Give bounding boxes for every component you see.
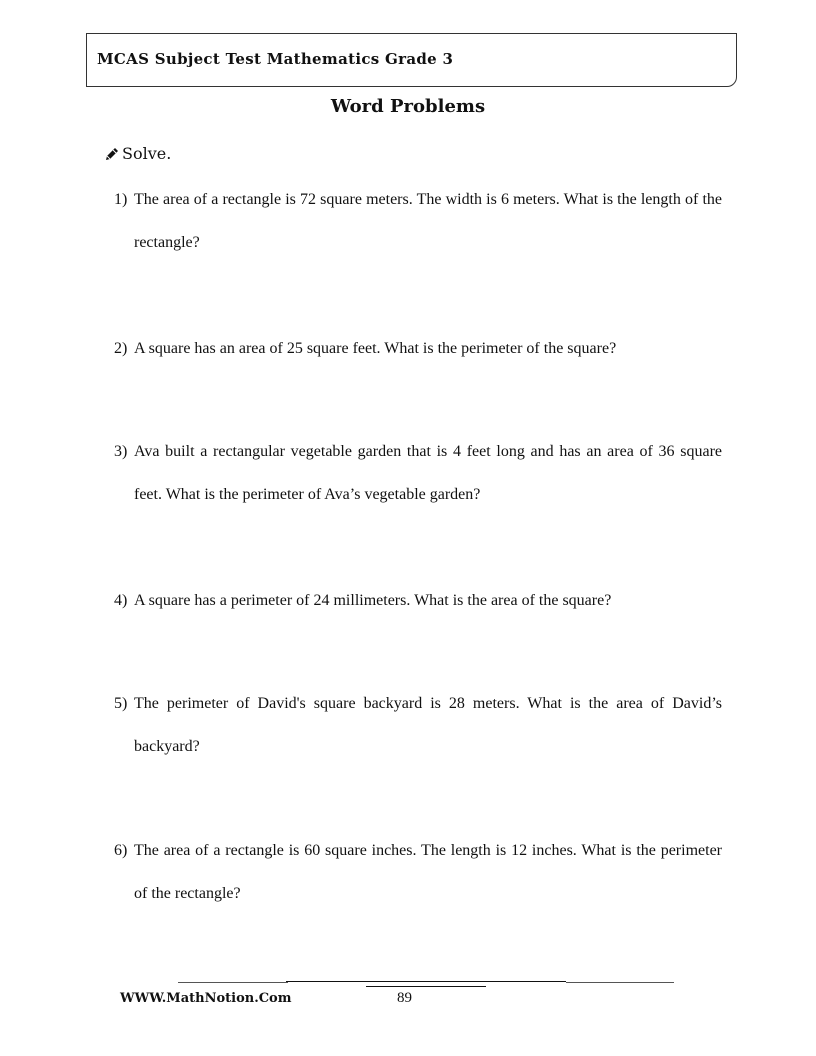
header-box — [86, 33, 737, 87]
header-title: MCAS Subject Test Mathematics Grade 3 — [97, 50, 454, 68]
footer-divider-center — [286, 981, 566, 982]
page-number: 89 — [397, 990, 412, 1006]
problem-3 — [114, 430, 722, 516]
instruction-text: Solve. — [122, 144, 172, 163]
problem-text: The area of a rectangle is 72 square meters. The width is 6 meters. What is the length of the rectangle? — [134, 191, 722, 251]
problem-number: 4) — [114, 592, 128, 609]
problem-text: A square has an area of 25 square feet. What is the perimeter of the square? — [134, 340, 617, 357]
problem-5 — [114, 682, 722, 768]
footer-divider-short — [366, 986, 486, 987]
page-title: Word Problems — [330, 96, 486, 117]
problem-6 — [114, 829, 722, 915]
problem-number: 2) — [114, 340, 128, 357]
problem-number: 5) — [114, 695, 128, 712]
problem-2 — [114, 327, 722, 370]
problem-text: The area of a rectangle is 60 square inches. The length is 12 inches. What is the perimeter of the rectangle? — [134, 842, 722, 902]
problem-4 — [114, 579, 722, 622]
problem-text: Ava built a rectangular vegetable garden that is 4 feet long and has an area of 36 square feet. What is the perimeter of Ava’s vegetable garden? — [134, 443, 722, 503]
problem-text: A square has a perimeter of 24 millimeters. What is the area of the square? — [134, 592, 612, 609]
problem-1 — [114, 178, 722, 264]
problem-number: 6) — [114, 842, 128, 859]
footer-divider-left — [178, 982, 288, 983]
problem-number: 1) — [114, 191, 128, 208]
pencil-icon — [104, 146, 120, 162]
instruction — [104, 144, 171, 163]
footer-site-link[interactable]: WWW.MathNotion.Com — [120, 991, 292, 1006]
problem-text: The perimeter of David's square backyard is 28 meters. What is the area of David’s backyard? — [134, 695, 722, 755]
footer-divider-right — [566, 982, 674, 983]
problem-number: 3) — [114, 443, 128, 460]
